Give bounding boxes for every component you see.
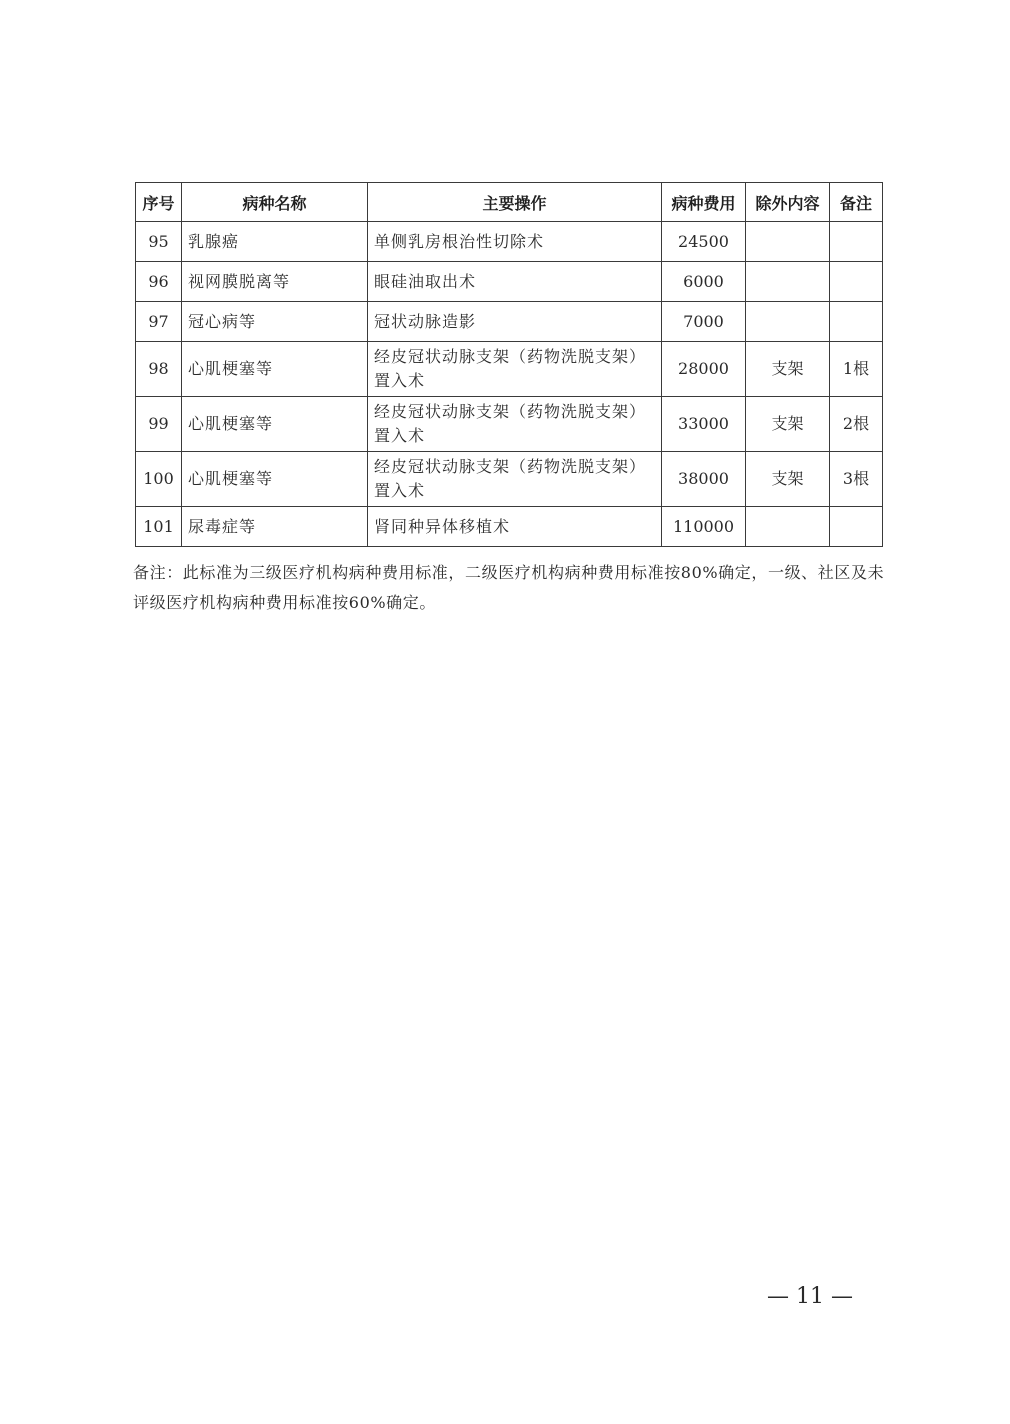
row-disease-name: 心肌梗塞等 [182,452,368,507]
row-disease-name: 冠心病等 [182,302,368,342]
row-number: 95 [136,222,182,262]
page-number: — 11 — [767,1284,853,1309]
row-main-operation: 经皮冠状动脉支架（药物洗脱支架）置入术 [368,452,662,507]
row-disease-name: 心肌梗塞等 [182,397,368,452]
row-remarks: 1根 [830,342,883,397]
table-row [136,452,883,507]
row-remarks [830,262,883,302]
header-disease-fee: 病种费用 [662,183,746,222]
row-fee: 7000 [662,302,746,342]
row-remarks: 2根 [830,397,883,452]
disease-fee-table [135,182,883,547]
row-fee: 6000 [662,262,746,302]
row-excluded [746,222,830,262]
table-header-row [136,183,883,222]
header-excluded-content: 除外内容 [746,183,830,222]
row-number: 99 [136,397,182,452]
row-excluded: 支架 [746,452,830,507]
row-excluded: 支架 [746,397,830,452]
table-row [136,302,883,342]
row-disease-name: 乳腺癌 [182,222,368,262]
row-remarks: 3根 [830,452,883,507]
row-number: 97 [136,302,182,342]
row-main-operation: 肾同种异体移植术 [368,507,662,547]
row-fee: 110000 [662,507,746,547]
row-main-operation: 经皮冠状动脉支架（药物洗脱支架）置入术 [368,397,662,452]
row-main-operation: 经皮冠状动脉支架（药物洗脱支架）置入术 [368,342,662,397]
row-main-operation: 眼硅油取出术 [368,262,662,302]
row-remarks [830,302,883,342]
row-main-operation: 冠状动脉造影 [368,302,662,342]
table-footnote: 备注：此标准为三级医疗机构病种费用标准，二级医疗机构病种费用标准按80%确定，一级、社区及未评级医疗机构病种费用标准按60%确定。 [133,563,885,612]
row-number: 98 [136,342,182,397]
row-fee: 38000 [662,452,746,507]
row-remarks [830,222,883,262]
header-number: 序号 [136,183,182,222]
row-number: 96 [136,262,182,302]
row-disease-name: 尿毒症等 [182,507,368,547]
row-excluded [746,262,830,302]
table-row [136,262,883,302]
table-row [136,397,883,452]
row-excluded [746,507,830,547]
row-number: 100 [136,452,182,507]
row-remarks [830,507,883,547]
row-disease-name: 视网膜脱离等 [182,262,368,302]
row-fee: 24500 [662,222,746,262]
table-row [136,222,883,262]
header-main-operation: 主要操作 [368,183,662,222]
row-fee: 28000 [662,342,746,397]
row-number: 101 [136,507,182,547]
header-remarks: 备注 [830,183,883,222]
table-row [136,342,883,397]
table-row [136,507,883,547]
row-fee: 33000 [662,397,746,452]
row-excluded [746,302,830,342]
row-main-operation: 单侧乳房根治性切除术 [368,222,662,262]
row-excluded: 支架 [746,342,830,397]
row-disease-name: 心肌梗塞等 [182,342,368,397]
header-disease-name: 病种名称 [182,183,368,222]
